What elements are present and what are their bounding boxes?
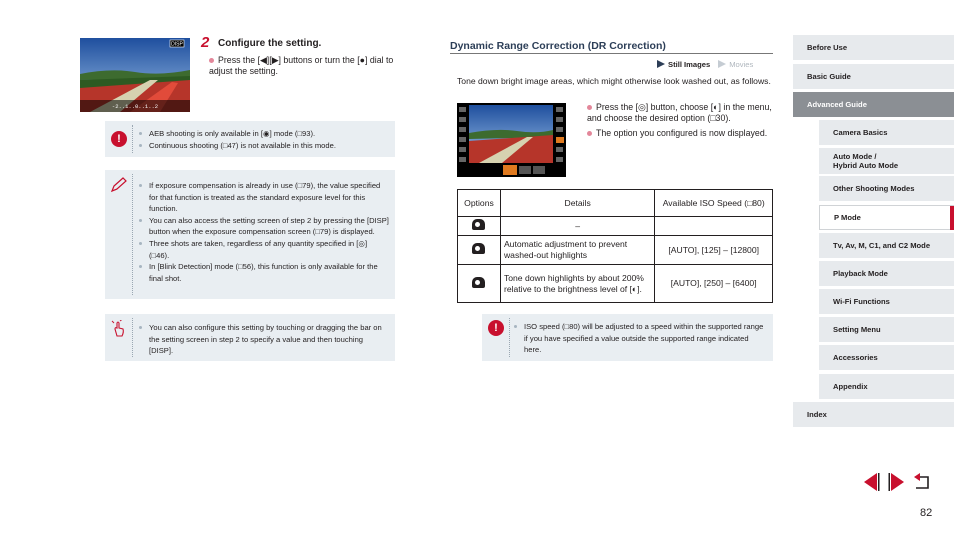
table-row [458,217,773,236]
drc-auto-icon [458,236,501,265]
caution-box [482,314,773,361]
nav-wifi-functions[interactable]: Wi-Fi Functions [819,289,954,314]
next-page-icon[interactable] [887,471,907,493]
tulip-field-image [80,38,190,112]
caution-notes [512,321,767,356]
drc-200-icon [458,265,501,303]
nav-setting-menu[interactable]: Setting Menu [819,317,954,342]
chapter-navigation [793,0,954,430]
play-arrow-icon [718,60,726,68]
caution-icon: ! [488,320,504,336]
drc-off-icon [458,217,501,236]
exposure-scale: -2..1..0..1..2 [111,103,159,110]
nav-auto-mode[interactable]: Auto Mode / Hybrid Auto Mode [819,148,954,174]
note-item: You can also configure this setting by touching or dragging the bar on the setting screen in step 2 to specify a value and then touching [DISP]. [137,322,389,357]
table-row [458,236,773,265]
camera-menu-screen [457,103,566,177]
divider [132,125,133,153]
note-item: Three shots are taken, regardless of any quantity specified in [◎] (□46). [137,238,389,261]
touch-notes [137,322,389,357]
nav-playback-mode[interactable]: Playback Mode [819,261,954,286]
step-text: Press the [◎] button, choose [◐] in the menu, and choose the desired option (□30). [587,102,772,123]
step-instruction-text: Press the [◀][▶] buttons or turn the [●] dial to adjust the setting. [209,55,394,76]
mode-movies: Movies [729,60,754,69]
bullet-icon [209,58,214,63]
row-details: Automatic adjustment to prevent washed-out highlights [500,236,654,265]
memo-notes [137,180,389,284]
disp-badge: DISP [171,41,183,48]
play-arrow-icon [657,60,665,68]
row-details: – [500,217,654,236]
nav-camera-basics[interactable]: Camera Basics [819,120,954,145]
row-iso [655,217,773,236]
memo-box [105,170,395,299]
intro-text: Tone down bright image areas, which might otherwise look washed out, as follows. [457,76,771,86]
nav-index[interactable]: Index [793,402,954,427]
bullet-icon [587,105,592,110]
nav-other-shooting-modes[interactable]: Other Shooting Modes [819,176,954,201]
pencil-icon [110,177,128,193]
step-title: Configure the setting. [218,38,322,49]
current-chapter-marker [950,206,954,230]
table-header-row [458,190,773,217]
nav-tv-av-m-mode[interactable]: Tv, Av, M, C1, and C2 Mode [819,233,954,258]
step-item [587,102,773,124]
row-details: Tone down highlights by about 200% relative to the brightness level of [◐]. [500,265,654,303]
previous-page-icon[interactable] [861,471,881,493]
note-item: Continuous shooting (□47) is not available in this mode. [137,140,389,152]
step-text: The option you configured is now displayed. [596,128,768,138]
nav-accessories[interactable]: Accessories [819,345,954,370]
step-item [587,128,773,139]
nav-appendix[interactable]: Appendix [819,374,954,399]
row-iso: [AUTO], [125] – [12800] [655,236,773,265]
table-row [458,265,773,303]
mode-indicator [657,60,753,69]
row-iso: [AUTO], [250] – [6400] [655,265,773,303]
touch-tip-box [105,314,395,361]
title-rule [450,53,773,54]
bullet-icon [587,131,592,136]
step-number: 2 [201,34,210,51]
header-details: Details [500,190,654,217]
caution-notes [137,128,389,151]
header-options: Options [458,190,501,217]
step-instruction [209,55,394,77]
header-iso: Available ISO Speed (□80) [655,190,773,217]
camera-screen-thumbnail [80,38,190,112]
caution-icon: ! [111,131,127,147]
nav-advanced-guide[interactable]: Advanced Guide [793,92,954,117]
divider [509,318,510,357]
drc-steps [587,102,773,143]
options-table [457,189,773,303]
nav-p-mode[interactable]: P Mode [819,205,954,230]
note-item: ISO speed (□80) will be adjusted to a speed within the supported range if you have specified a value outside the supported range indicated here. [512,321,767,356]
note-item: In [Blink Detection] mode (□56), this function is only available for the final shot. [137,261,389,284]
camera-menu-image [457,103,566,177]
note-item: AEB shooting is only available in [◉] mode (□93). [137,128,389,140]
mode-still-images: Still Images [668,60,711,69]
return-icon[interactable] [913,471,933,493]
note-item: If exposure compensation is already in use (□79), the value specified for that function is treated as the standard exposure level for this function. [137,180,389,215]
caution-box [105,121,395,157]
divider [132,174,133,295]
note-item: You can also access the setting screen of step 2 by pressing the [DISP] button when the exposure compensation screen (□79) is displayed. [137,215,389,238]
page-number: 82 [920,507,933,519]
section-title: Dynamic Range Correction (DR Correction) [450,40,666,52]
nav-before-use[interactable]: Before Use [793,35,954,60]
touch-finger-icon [111,320,127,338]
nav-basic-guide[interactable]: Basic Guide [793,64,954,89]
divider [132,318,133,357]
